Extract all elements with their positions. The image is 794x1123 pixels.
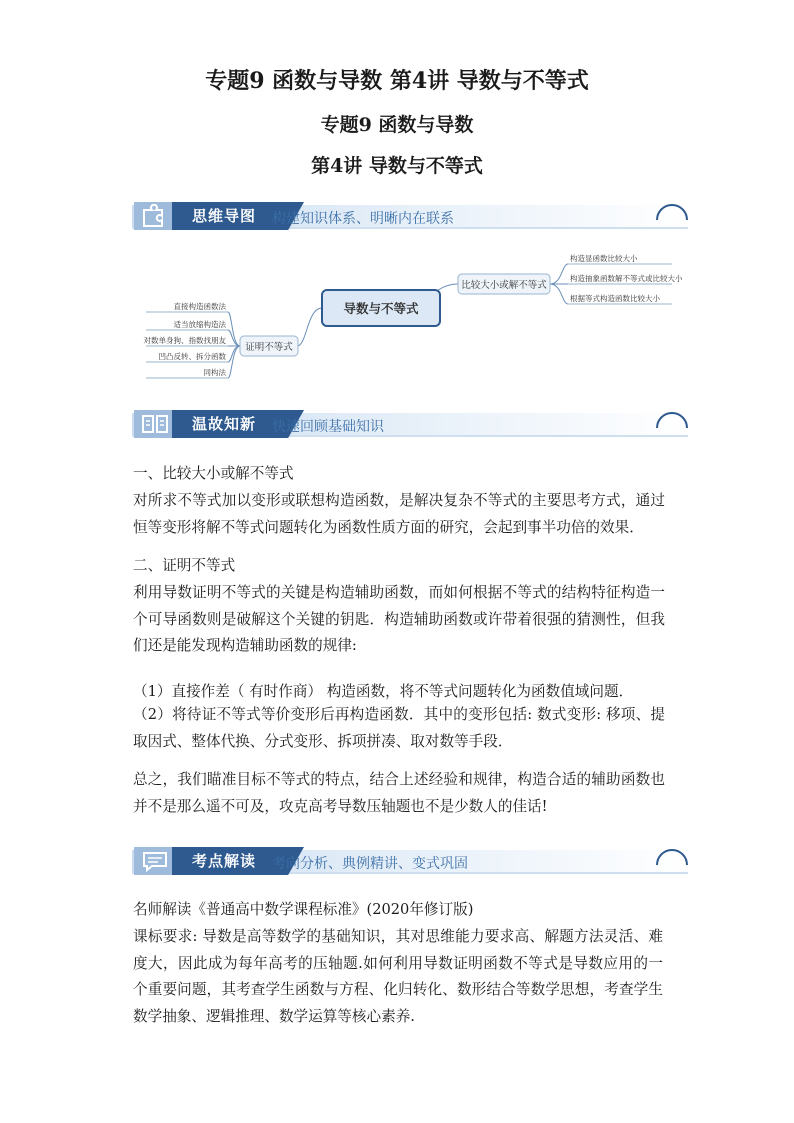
analysis-requirement: 课标要求: 导数是高等数学的基础知识，其对思维能力要求高、解题方法灵活、难度大，因此成为每年高考的压轴题.如何利用导数证明函数不等式是导数应用的一个重要问题，其考查学生函数与方程、化归转化、数形结合等数学思想，考查学生数学抽象、逻辑推理、数学运算等核心素养. (133, 928, 663, 1025)
chat-icon (140, 849, 170, 873)
mind-map-leaf: 构造显函数比较大小 (570, 254, 638, 263)
review-heading-2: 二、证明不等式 (133, 557, 236, 574)
banner-label: 温故知新 (192, 415, 257, 433)
banner-label: 思维导图 (192, 207, 257, 225)
mind-map-leaf: 构造抽象函数解不等式或比较大小 (570, 274, 683, 283)
banner-subtitle: 考向分析、典例精讲、变式巩固 (272, 856, 468, 872)
review-item-2: （2）将待证不等式等价变形后再构造函数．其中的变形包括: 数式变形: 移项、提取因式、整体代换、分式变形、拆项拼凑、取对数等手段． (133, 706, 665, 750)
analysis-source: 名师解读《普通高中数学课程标准》(2020年修订版) (133, 901, 474, 918)
mind-map-center-text: 导数与不等式 (343, 301, 419, 316)
banner-subtitle: 构建知识体系、明晰内在联系 (272, 211, 454, 227)
topic-heading: 专题9 函数与导数 (320, 114, 474, 136)
document-title: 专题9 函数与导数 第4讲 导数与不等式 (205, 68, 589, 94)
puzzle-icon (140, 204, 170, 228)
banner-analysis (132, 845, 688, 877)
mind-map-right-branch-text: 比较大小或解不等式 (461, 280, 547, 291)
mind-map-leaf: 凹凸反转、拆分函数 (158, 352, 226, 361)
review-paragraph-2: 利用导数证明不等式的关键是构造辅助函数，而如何根据不等式的结构特征构造一个可导函数则是破解这个关键的钥匙．构造辅助函数或许带着很强的猜测性，但我们还是能发现构造辅助函数的规律: (133, 584, 665, 654)
mind-map (132, 246, 688, 386)
book-icon (140, 412, 170, 436)
banner-mind-map (132, 200, 688, 232)
review-paragraph-1: 对所求不等式加以变形或联想构造函数，是解决复杂不等式的主要思考方式，通过恒等变形将解不等式问题转化为函数性质方面的研究，会起到事半功倍的效果． (133, 492, 665, 536)
banner-subtitle: 快速回顾基础知识 (272, 419, 384, 435)
banner-review (132, 408, 688, 440)
mind-map-leaf: 直接构造函数法 (173, 302, 226, 311)
review-heading-1: 一、比较大小或解不等式 (133, 465, 294, 482)
mind-map-leaf: 对数单身狗、指数找朋友 (143, 336, 226, 345)
mind-map-leaf: 适当放缩构造法 (173, 320, 226, 329)
review-summary: 总之，我们瞄准目标不等式的特点，结合上述经验和规律，构造合适的辅助函数也并不是那么遥不可及，攻克高考导数压轴题也不是少数人的佳话! (133, 771, 665, 815)
mind-map-left-branch-text: 证明不等式 (245, 342, 293, 353)
review-item-1: （1）直接作差（ 有时作商） 构造函数，将不等式问题转化为函数值域问题． (133, 683, 634, 700)
banner-label: 考点解读 (192, 852, 257, 870)
lecture-heading: 第4讲 导数与不等式 (311, 155, 483, 177)
mind-map-leaf: 同构法 (203, 368, 226, 377)
mind-map-leaf: 根据等式构造函数比较大小 (570, 294, 660, 303)
